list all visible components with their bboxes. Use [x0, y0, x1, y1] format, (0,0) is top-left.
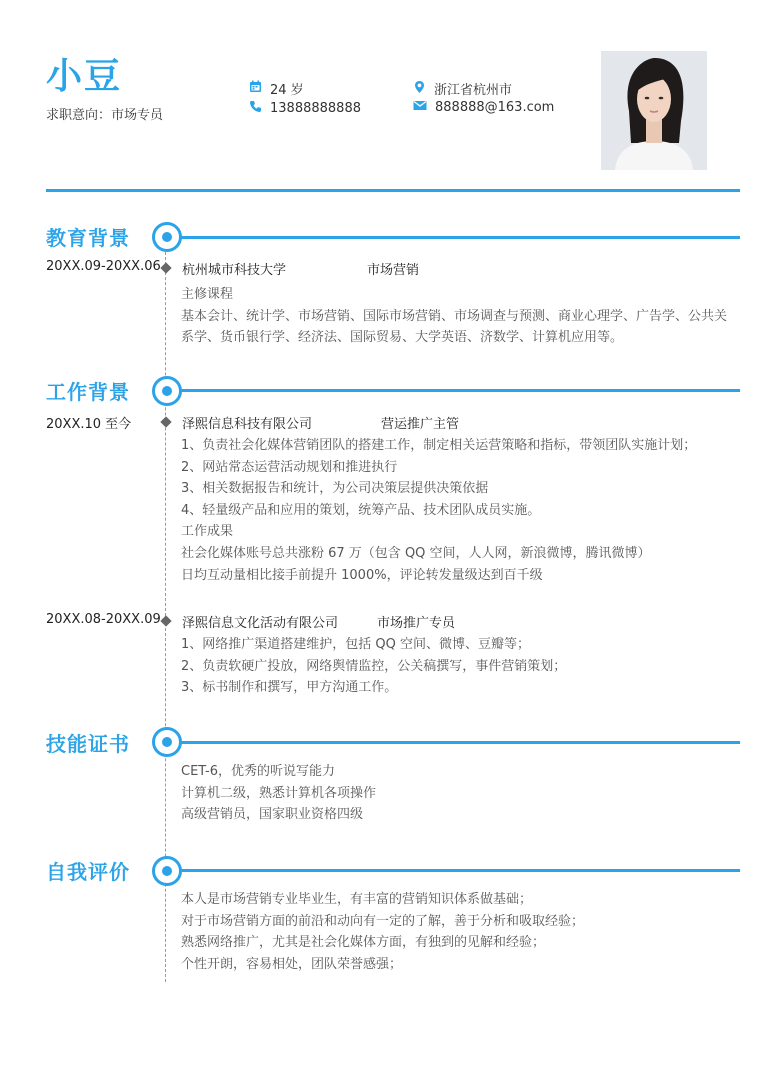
section-title-education: 教育背景	[46, 226, 130, 250]
profile-photo	[601, 51, 707, 170]
entry-diamond-icon	[160, 615, 171, 626]
text-line: 熟悉网络推广，尤其是社会化媒体方面，有独到的见解和经验；	[181, 935, 546, 951]
job-role: 市场推广专员	[377, 616, 456, 631]
text-line: CET-6，优秀的听说写能力	[181, 764, 336, 779]
location-pin-icon	[413, 80, 426, 98]
section-marker-icon	[152, 222, 182, 252]
job-date: 20XX.08-20XX.09	[46, 612, 161, 627]
job-details	[181, 634, 731, 699]
location-value: 浙江省杭州市	[434, 83, 513, 98]
phone-icon	[249, 100, 262, 117]
candidate-name: 小豆	[46, 56, 123, 97]
text-line: 社会化媒体账号总共涨粉 67 万（包含 QQ 空间，人人网，新浪微博，腾讯微博）	[181, 545, 651, 561]
entry-diamond-icon	[160, 262, 171, 273]
job-intent: 求职意向：市场专员	[46, 108, 164, 123]
text-line: 2、网站常态运营活动规划和推进执行	[181, 459, 398, 475]
text-line: 3、相关数据报告和统计，为公司决策层提供决策依据	[181, 481, 489, 497]
education-school: 杭州城市科技大学	[182, 263, 287, 278]
text-line: 基本会计、统计学、市场营销、国际市场营销、市场调查与预测、商业心理学、广告学、公共关系学、货币银行学、经济法、国际贸易、大学英语、济数学、计算机应用等。	[181, 308, 728, 346]
phone-row	[249, 100, 361, 117]
text-line: 对于市场营销方面的前沿和动向有一定的了解，善于分析和吸取经验；	[181, 913, 585, 929]
phone-value: 13888888888	[270, 101, 361, 116]
text-line: 1、负责社会化媒体营销团队的搭建工作，制定相关运营策略和指标，带领团队实施计划；	[181, 438, 697, 453]
age-value: 24 岁	[270, 83, 304, 98]
section-line	[180, 869, 740, 872]
section-title-work: 工作背景	[46, 380, 130, 404]
section-line	[180, 389, 740, 392]
envelope-icon	[413, 100, 427, 115]
text-line: 4、轻量级产品和应用的策划，统筹产品、技术团队成员实施。	[181, 502, 541, 518]
text-line: 本人是市场营销专业毕业生，有丰富的营销知识体系做基础；	[181, 892, 533, 907]
job-company: 泽熙信息文化活动有限公司	[182, 616, 339, 631]
job-company: 泽熙信息科技有限公司	[182, 417, 313, 432]
section-marker-icon	[152, 727, 182, 757]
education-details	[181, 284, 731, 349]
location-row	[413, 79, 512, 98]
section-line	[180, 236, 740, 239]
education-major: 市场营销	[367, 263, 420, 278]
header-divider	[46, 189, 740, 192]
text-line: 计算机二级，熟悉计算机各项操作	[181, 785, 377, 801]
section-marker-icon	[152, 376, 182, 406]
section-marker-icon	[152, 856, 182, 886]
job-date: 20XX.10 至今	[46, 417, 132, 432]
entry-diamond-icon	[160, 416, 171, 427]
section-title-self-evaluation: 自我评价	[46, 860, 130, 884]
age-row	[249, 79, 304, 98]
text-line: 个性开朗，容易相处，团队荣誉感强；	[181, 956, 403, 972]
skills-list	[181, 761, 731, 826]
job-details	[181, 435, 731, 586]
self-evaluation-text	[181, 889, 731, 975]
section-line	[180, 741, 740, 744]
email-value: 888888@163.com	[435, 100, 555, 115]
text-line: 2、负责软硬广投放，网络舆情监控，公关稿撰写，事件营销策划；	[181, 658, 567, 674]
text-line: 1、网络推广渠道搭建维护，包括 QQ 空间、微博、豆瓣等；	[181, 637, 531, 652]
section-title-skills: 技能证书	[46, 732, 130, 756]
text-line: 主修课程	[181, 287, 234, 302]
education-date: 20XX.09-20XX.06	[46, 259, 161, 274]
text-line: 高级营销员，国家职业资格四级	[181, 807, 364, 823]
calendar-icon	[249, 80, 262, 97]
text-line: 工作成果	[181, 524, 234, 540]
job-role: 营运推广主管	[381, 417, 460, 432]
text-line: 3、标书制作和撰写，甲方沟通工作。	[181, 680, 398, 696]
email-row	[413, 100, 554, 115]
text-line: 日均互动量相比接手前提升 1000%，评论转发量级达到百千级	[181, 567, 543, 583]
